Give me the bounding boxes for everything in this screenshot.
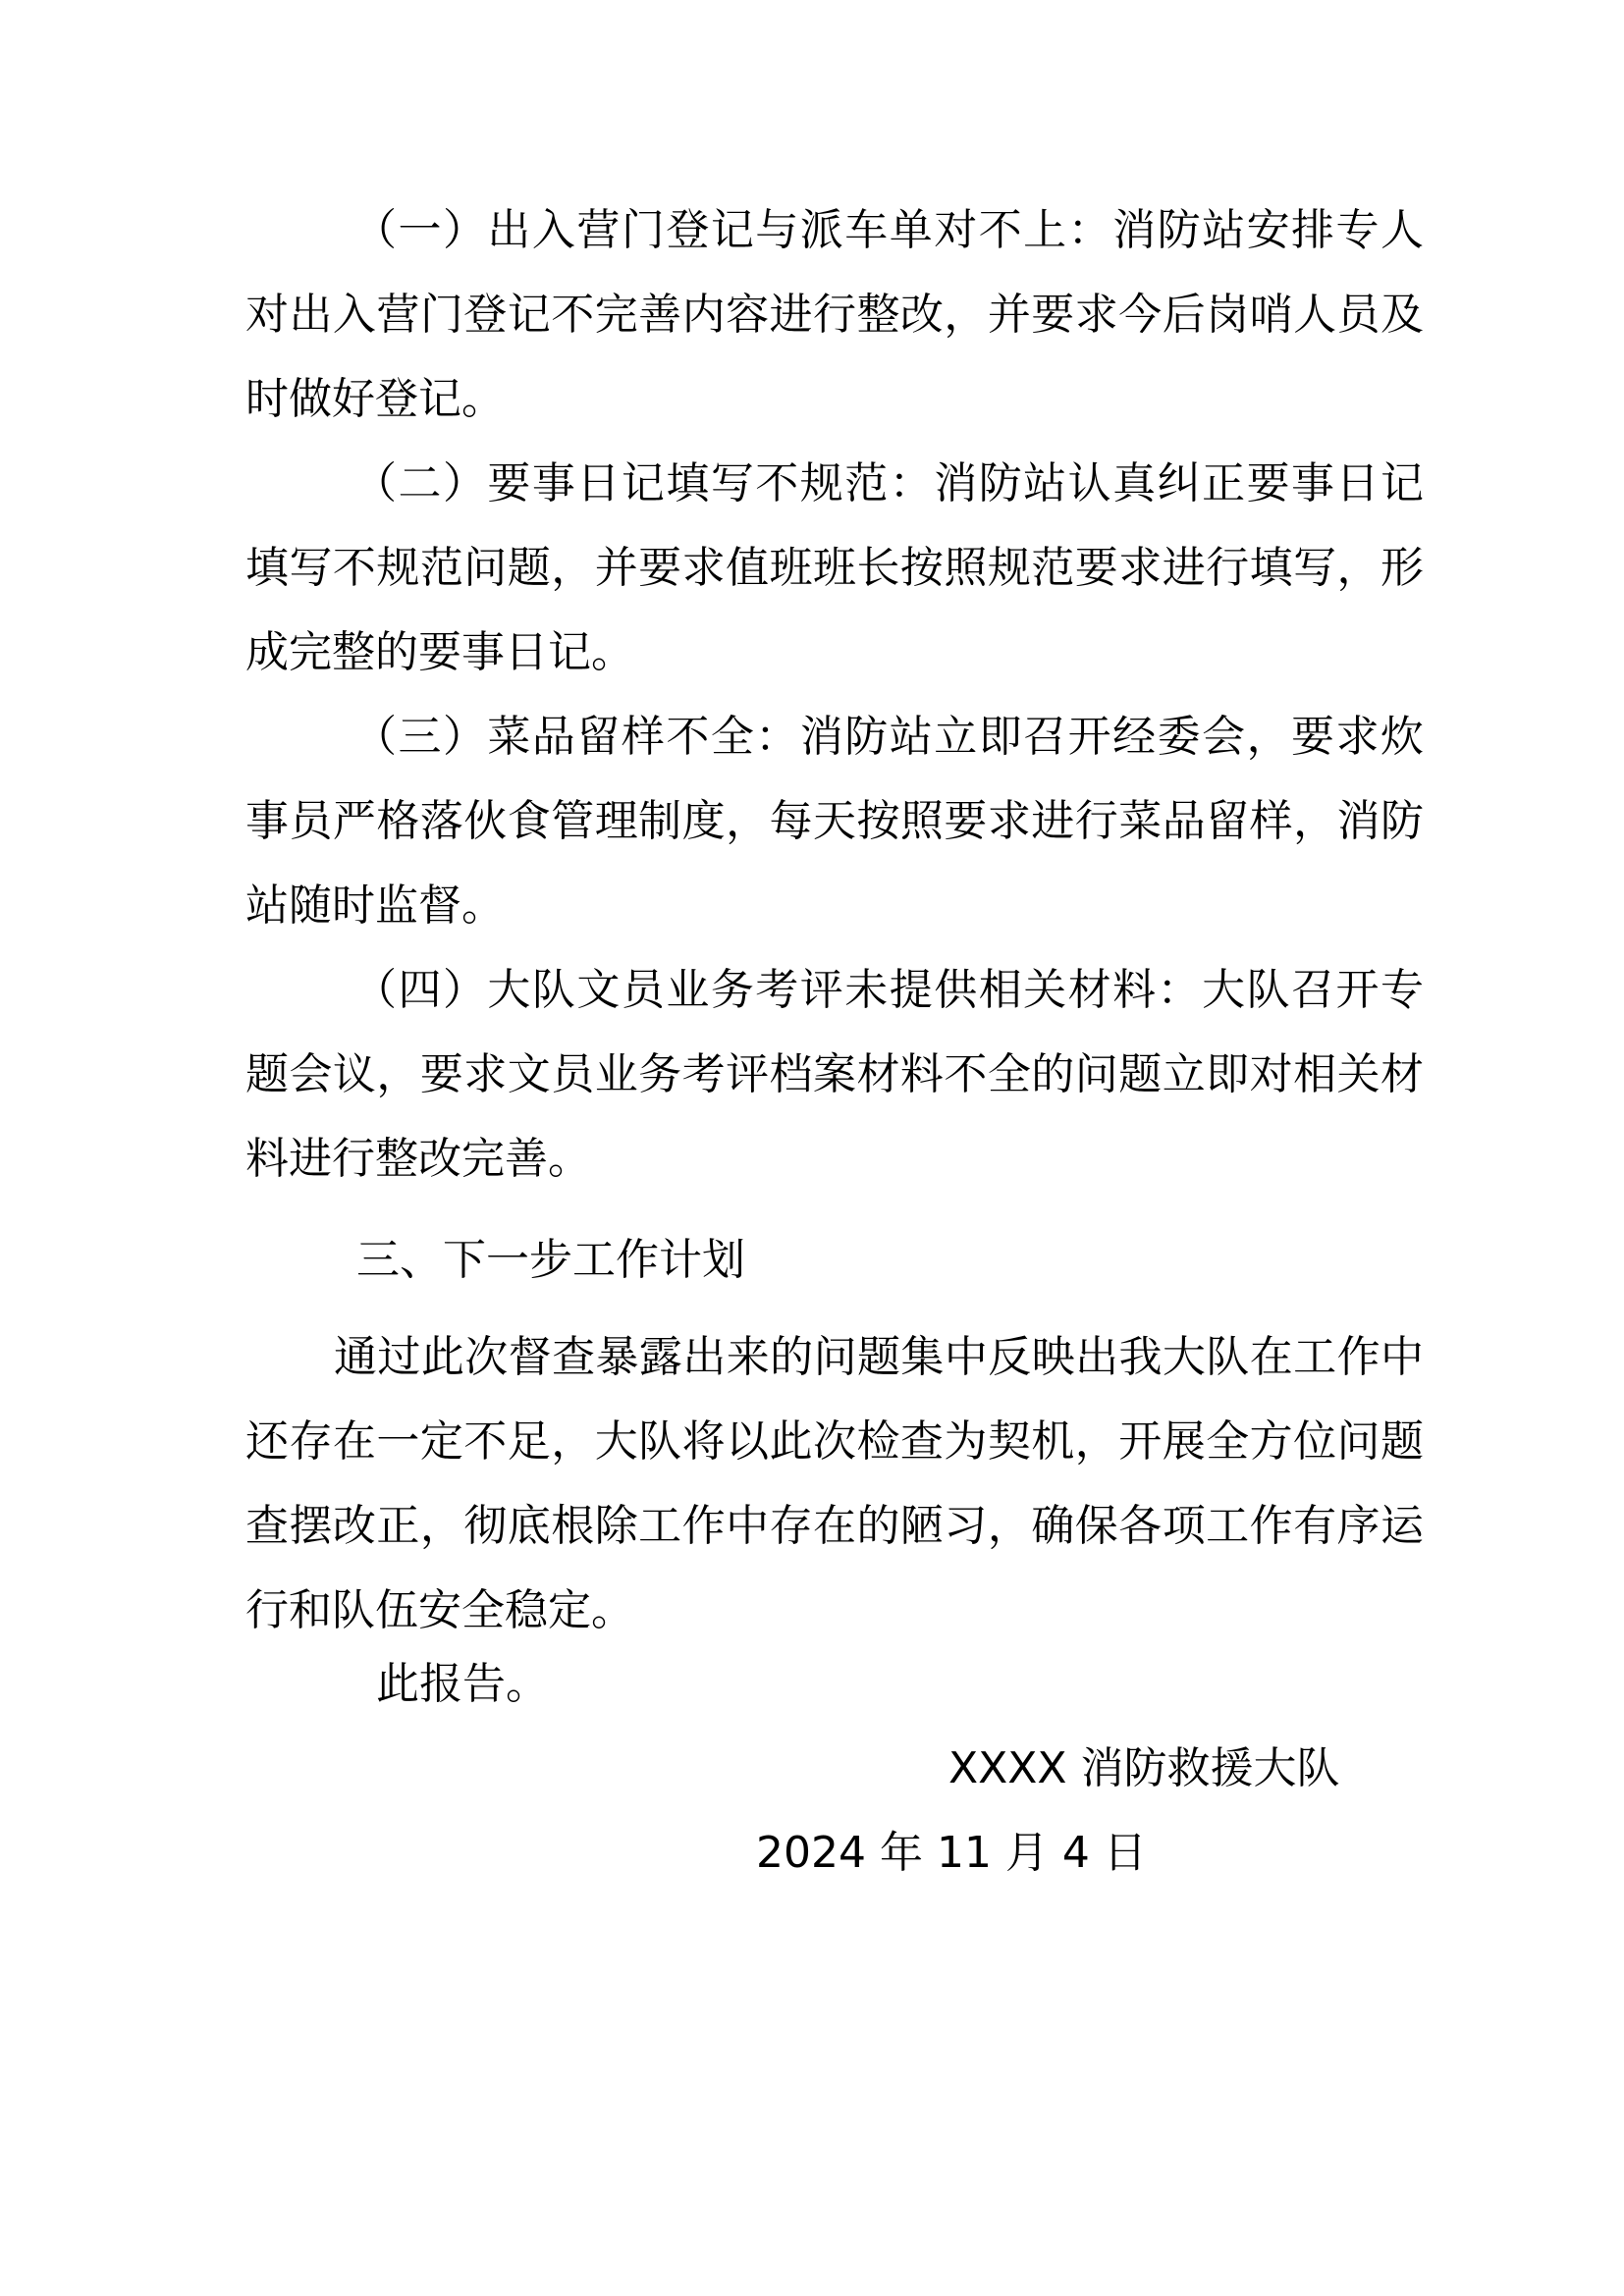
paragraph-item-3: （三）菜品留样不全：消防站立即召开经委会，要求炊事员严格落伙食管理制度，每天按照要求进行菜品留样，消防站随时监督。	[245, 712, 1424, 931]
section-heading: 三、下一步工作计划	[356, 1235, 745, 1285]
paragraph-item-1: （一）出入营门登记与派车单对不上：消防站安排专人对出入营门登记不完善内容进行整改，并要求今后岗哨人员及时做好登记。	[245, 205, 1424, 424]
signature-org: XXXX 消防救援大队	[948, 1743, 1340, 1793]
closing-text: 此报告。	[376, 1659, 549, 1709]
plan-paragraph: 通过此次督查暴露出来的问题集中反映出我大队在工作中还存在一定不足，大队将以此次检查为契机，开展全方位问题查摆改正，彻底根除工作中存在的陋习，确保各项工作有序运行和队伍安全稳定。	[245, 1332, 1424, 1635]
report-date: 2024 年 11 月 4 日	[756, 1828, 1147, 1878]
paragraph-item-2: （二）要事日记填写不规范：消防站认真纠正要事日记填写不规范问题，并要求值班班长按照规范要求进行填写，形成完整的要事日记。	[245, 458, 1424, 677]
paragraph-item-4: （四）大队文员业务考评未提供相关材料：大队召开专题会议，要求文员业务考评档案材料不全的问题立即对相关材料进行整改完善。	[245, 965, 1424, 1184]
